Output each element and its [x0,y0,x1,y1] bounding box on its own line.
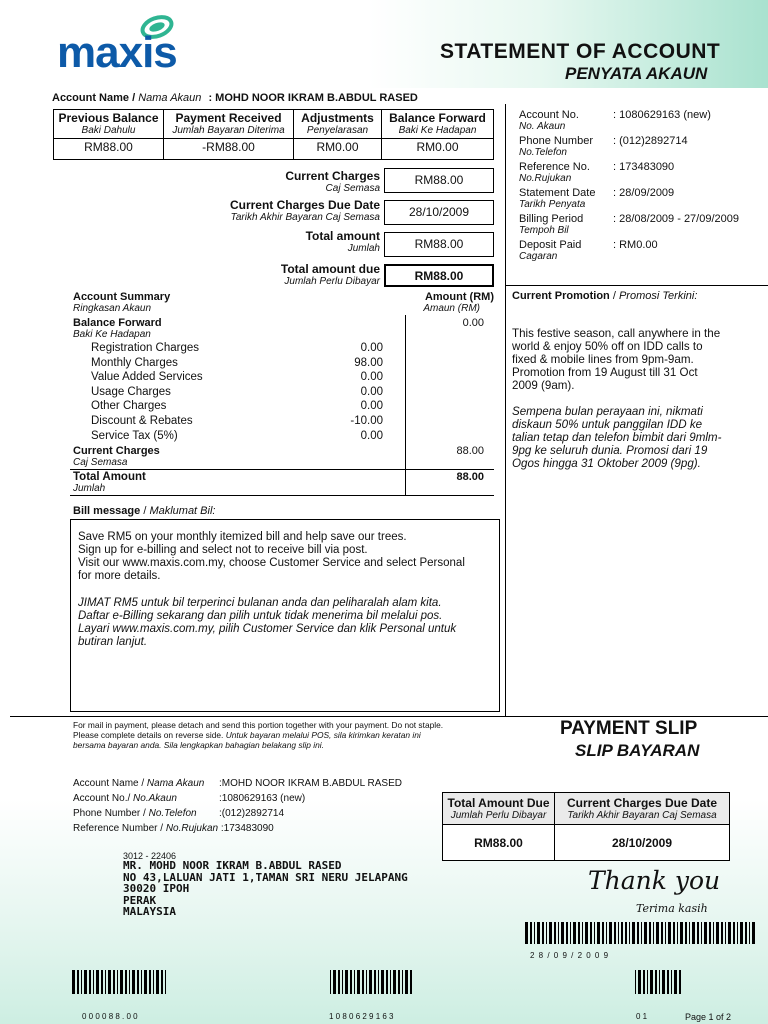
barcode-bar [680,922,683,944]
statement-title: STATEMENT OF ACCOUNT [440,40,721,63]
summary-item [91,342,383,357]
slip-due-date-value: 28/10/2009 [555,825,730,861]
summary-total-amount-label: Total Amount [73,471,146,483]
barcode-bar [647,970,648,994]
payment-slip-title: PAYMENT SLIP [560,718,698,739]
barcode-bar [345,970,348,994]
slip-fields [73,776,433,836]
summary-total-amount [73,471,146,494]
info-row [519,109,759,135]
barcode-bar [570,922,571,944]
bill-message-line: butiran lanjut. [78,636,148,648]
info-value: : (012)2892714 [613,135,688,147]
slip-total-due-value: RM88.00 [443,825,555,861]
barcode-bar [713,922,714,944]
slip-field-sub: No.Rujukan [165,823,219,834]
balance-col-title: Previous Balance [58,111,159,125]
barcode-bar [585,922,588,944]
slip-field-value: :(012)2892714 [219,808,285,819]
barcode-bar [728,922,731,944]
barcode-bar [405,970,408,994]
info-label: Phone Number [519,135,593,147]
barcode-bar [129,970,130,994]
slip-field-sub: Nama Akaun [146,778,205,789]
address-line: MR. MOHD NOOR IKRAM B.ABDUL RASED [123,859,342,872]
barcode-bar [132,970,135,994]
bill-message-line: for more details. [78,570,161,582]
info-sub: Cagaran [519,251,558,262]
summary-total-amount-value: 88.00 [456,471,484,483]
mail-note-en: For mail in payment, please detach and send this portion together with your payment. Do not staple. Please complete details on reverse side. [73,720,444,740]
balance-col-forward [382,110,494,139]
barcode-bar [721,922,723,944]
summary-balance-forward-label: Balance Forward [73,317,162,329]
summary-item-label: Registration Charges [91,342,200,354]
barcode-bar [752,922,755,944]
bill-message-ms [78,597,456,649]
barcode-bar [530,922,532,944]
bill-message-line: Save RM5 on your monthly itemized bill and help save our trees. [78,531,407,543]
barcode-bar [659,970,660,994]
barcode-bar [554,922,556,944]
summary-item-value: 0.00 [360,429,383,442]
info-row [519,135,759,161]
bill-message-title: Bill message / Maklumat Bil: [73,505,216,517]
summary-balance-forward-value: 0.00 [462,317,484,329]
total-amount-value: RM88.00 [384,232,494,257]
barcode-bar [573,922,576,944]
summary-items [91,342,383,444]
slip-field [73,806,433,821]
barcode-date: 2 8 / 0 9 / 2 0 0 9 [530,951,610,960]
bill-message-line: Daftar e-Billing sekarang dan pilih untuk tidak menerima bil melalui pos. [78,610,443,622]
info-row [519,161,759,187]
bill-message-line: Sign up for e-billing and select not to receive bill via post. [78,544,368,556]
barcode-bar [745,922,747,944]
total-due-value: RM88.00 [384,264,494,287]
barcode-bar [549,922,552,944]
barcode-bar [614,922,616,944]
info-value: : 1080629163 (new) [613,109,711,121]
barcode-bar [716,922,719,944]
barcode-bar [542,922,544,944]
barcode-bar [120,970,123,994]
account-name-label: Account Name [52,92,130,104]
summary-current-charges-label: Current Charges [73,445,160,457]
slip-field-sub: No.Akaun [133,793,177,804]
barcode-bar [561,922,564,944]
current-charges-value: RM88.00 [384,168,494,193]
slip-field-sub: No.Telefon [148,808,197,819]
summary-total-divider [70,469,494,470]
slip-field [73,821,433,836]
summary-item-value: 0.00 [360,342,383,354]
due-date-label-group [180,198,380,223]
account-name-value: : MOHD NOOR IKRAM B.ABDUL RASED [208,92,418,104]
barcode-bar [156,970,159,994]
page-number: Page 1 of 2 [685,1012,732,1022]
total-amount-sub: Jumlah [347,243,380,254]
summary-bottom-divider [70,495,494,496]
bill-message-en [78,531,465,583]
summary-title-group [73,291,170,314]
slip-field-label: Account Name / [73,778,147,789]
barcode-bar [84,970,87,994]
barcode-bar [77,970,79,994]
barcode-bar [402,970,403,994]
barcode-bar [137,970,139,994]
terima-kasih-text: Terima kasih [636,902,708,915]
info-value: : RM0.00 [613,239,658,251]
barcode-bar [381,970,384,994]
info-label: Statement Date [519,187,596,199]
barcode-bar [534,922,535,944]
barcode-bar [625,922,627,944]
info-sub: No.Telefon [519,147,567,158]
barcode-bar [665,922,666,944]
promotion-title-label: Current Promotion [512,290,610,302]
balance-value: -RM88.00 [164,139,294,160]
balance-col-sub: Baki Ke Hadapan [398,125,477,136]
slip-field-label: Reference Number / [73,823,166,834]
thank-you-text: Thank you [588,866,721,895]
barcode-bar [733,922,735,944]
summary-current-charges-sub: Caj Semasa [73,457,128,468]
barcode-bar [725,922,726,944]
barcode-bar [342,970,343,994]
barcode-bar [113,970,115,994]
barcode-bar [582,922,583,944]
bill-message-title-sub: Maklumat Bil: [149,505,216,517]
barcode-bar [338,970,340,994]
barcode-bar [656,922,659,944]
address-line: 30020 IPOH [123,882,190,895]
summary-item-value: 0.00 [360,371,383,384]
info-value: : 28/08/2009 - 27/09/2009 [613,213,739,225]
amount-title-group [394,291,494,314]
barcode-bar [537,922,540,944]
barcode-bar [643,970,645,994]
barcode-bar [668,922,671,944]
barcode-bar [362,970,364,994]
mail-note [73,720,445,750]
current-charges-label: Current Charges [285,169,380,183]
barcode-bar [662,970,665,994]
bill-message-line: Visit our www.maxis.com.my, choose Customer Service and select Personal [78,557,465,569]
promotion-text-en: This festive season, call anywhere in the world & enjoy 50% off on IDD calls to fixed & mobile lines from 9pm-9am. Promotion from 19 August till 31 Oct 2009 (9am). [512,327,721,392]
barcode-bar [125,970,127,994]
account-name-row: Account Name / Nama Akaun : MOHD NOOR IKRAM B.ABDUL RASED [52,92,418,104]
info-sub: No.Rujukan [519,173,572,184]
summary-item [91,371,383,386]
barcode-bar [357,970,360,994]
barcode-bar [410,970,412,994]
summary-title-sub: Ringkasan Akaun [73,303,152,314]
barcode-bar [701,922,702,944]
barcode-bar [558,922,559,944]
barcode-bar [674,970,677,994]
barcode-bar [108,970,111,994]
barcode-bar [566,922,568,944]
barcode-bar [649,922,651,944]
address-line: PERAK [123,893,157,907]
barcode-bar [661,922,663,944]
barcode-bar [609,922,612,944]
barcode-bar [638,970,641,994]
footer-barcode-right [635,970,685,994]
barcode-bar [704,922,707,944]
bill-message-line: JIMAT RM5 untuk bil terperinci bulanan anda dan peliharalah alam kita. [78,597,442,609]
footer-code-right: 0 1 [636,1012,648,1021]
barcode-bar [677,922,678,944]
barcode-bar [618,922,619,944]
summary-item-value: 0.00 [360,385,383,398]
summary-item [91,415,383,430]
barcode-bar [689,922,690,944]
barcode-bar [144,970,147,994]
slip-field [73,776,433,791]
barcode-bar [354,970,355,994]
info-label: Billing Period [519,213,584,225]
barcode-bar [635,970,636,994]
barcode-bar [692,922,695,944]
slip-field [73,791,433,806]
barcode-bar [679,970,681,994]
balance-col-title: Adjustments [301,111,374,125]
barcode-bar [637,922,639,944]
summary-item-label: Discount & Rebates [91,414,193,427]
balance-value: RM88.00 [54,139,164,160]
info-row [519,239,759,265]
promo-divider [505,285,768,286]
barcode-bar [709,922,711,944]
payment-slip-subtitle: SLIP BAYARAN [575,741,700,760]
amount-title: Amount (RM) [424,291,494,303]
summary-current-charges-value: 88.00 [456,445,484,457]
barcode-bar [644,922,647,944]
info-row [519,213,759,239]
summary-total-amount-sub: Jumlah [73,483,106,494]
barcode-bar [641,922,642,944]
info-sub: No. Akaun [519,121,566,132]
barcode-bar [374,970,376,994]
account-info [519,109,759,265]
footer-barcode-mid [330,970,415,994]
balance-table [53,109,494,160]
promotion-text-ms: Sempena bulan perayaan ini, nikmati diskaun 50% untuk panggilan IDD ke talian tetap dan telefon bimbit dari 9mlm-9pg ke seluruh dunia. Promosi dari 19 Ogos hingga 31 Oktober 2009 (9pg). [512,405,722,470]
barcode-bar [153,970,154,994]
slip-barcode [525,922,757,944]
info-label: Account No. [519,109,579,121]
barcode-bar [546,922,547,944]
barcode-bar [350,970,352,994]
barcode-bar [141,970,142,994]
address-line: NO 43,LALUAN JATI 1,TAMAN SRI NERU JELAPANG [123,870,408,884]
info-value: : 28/09/2009 [613,187,675,199]
barcode-bar [632,922,635,944]
barcode-bar [749,922,750,944]
balance-col-payment [164,110,294,139]
slip-col-title: Current Charges Due Date [566,796,718,810]
barcode-bar [685,922,687,944]
barcode-bar [101,970,103,994]
summary-item [91,357,383,372]
balance-col-sub: Penyelarasan [306,125,369,136]
barcode-bar [165,970,166,994]
barcode-bar [333,970,336,994]
summary-item-label: Service Tax (5%) [91,429,178,442]
maxis-logo: maxis [57,28,177,77]
address-code: 3012 - 22406 [123,851,177,861]
barcode-bar [602,922,604,944]
address-line: MALAYSIA [123,905,176,918]
total-amount-label-group [180,229,380,254]
barcode-bar [621,922,624,944]
detach-line [10,716,768,717]
footer-code-mid: 1 0 8 0 6 2 9 1 6 3 [329,1012,394,1021]
balance-col-title: Balance Forward [389,111,486,125]
slip-col-title: Total Amount Due [447,796,550,810]
barcode-bar [590,922,592,944]
total-due-label: Total amount due [280,262,380,276]
slip-col-total-due [443,793,555,825]
summary-balance-forward-sub: Baki Ke Hadapan [73,329,151,340]
statement-subtitle: PENYATA AKAUN [565,64,708,83]
barcode-bar [655,970,657,994]
slip-col-sub: Jumlah Perlu Dibayar [450,810,547,821]
barcode-bar [398,970,400,994]
barcode-bar [597,922,600,944]
due-date-value: 28/10/2009 [384,200,494,225]
info-value: : 173483090 [613,161,675,173]
total-due-label-group [180,262,380,287]
barcode-bar [606,922,607,944]
barcode-bar [117,970,118,994]
barcode-bar [393,970,396,994]
due-date-label: Current Charges Due Date [229,198,380,212]
barcode-bar [667,970,669,994]
barcode-bar [650,970,653,994]
due-date-sub: Tarikh Akhir Bayaran Caj Semasa [230,212,380,223]
barcode-bar [629,922,630,944]
info-sub: Tempoh Bil [519,225,569,236]
summary-balance-forward [73,317,162,340]
balance-value: RM0.00 [294,139,382,160]
balance-col-previous [54,110,164,139]
summary-title: Account Summary [73,291,171,303]
promotion-title-sub: Promosi Terkini: [618,290,698,302]
slip-field-value: :1080629163 (new) [219,793,306,804]
barcode-bar [330,970,331,994]
balance-value: RM0.00 [382,139,494,160]
info-label: Reference No. [519,161,590,173]
balance-col-adjustments [294,110,382,139]
summary-item-label: Value Added Services [91,371,203,384]
slip-field-label: Phone Number / [73,808,149,819]
summary-item-label: Monthly Charges [91,356,178,369]
amount-title-sub: Amaun (RM) [423,303,480,314]
info-row [519,187,759,213]
summary-current-charges [73,445,160,468]
summary-item-value: 98.00 [354,356,383,369]
balance-col-sub: Baki Dahulu [81,125,136,136]
mailing-address [123,860,408,918]
total-due-sub: Jumlah Perlu Dibayar [284,276,380,287]
barcode-bar [161,970,163,994]
barcode-bar [96,970,99,994]
summary-item [91,430,383,445]
summary-item [91,386,383,401]
barcode-bar [89,970,91,994]
promotion-title: Current Promotion / Promosi Terkini: [512,290,698,302]
account-name-label-ms: Nama Akaun [138,92,202,104]
barcode-bar [671,970,672,994]
barcode-bar [366,970,367,994]
slip-field-value: :173483090 [220,823,274,834]
barcode-bar [386,970,388,994]
summary-item-label: Usage Charges [91,385,171,398]
info-label: Deposit Paid [519,239,582,251]
barcode-bar [697,922,699,944]
bill-message-line: Layari www.maxis.com.my, pilih Customer Service dan klik Personal untuk [78,623,457,635]
footer-code-left: 0 0 0 0 8 8 . 0 0 [82,1012,138,1021]
current-charges-sub: Caj Semasa [325,183,380,194]
summary-item-value: -10.00 [350,414,383,427]
total-amount-label: Total amount [305,229,380,243]
summary-item [91,400,383,415]
current-charges-label-group [180,169,380,194]
summary-item-label: Other Charges [91,400,167,413]
barcode-bar [653,922,654,944]
barcode-bar [525,922,528,944]
barcode-bar [737,922,738,944]
barcode-bar [673,922,675,944]
slip-col-sub: Tarikh Akhir Bayaran Caj Semasa [567,810,717,821]
barcode-bar [740,922,743,944]
mail-note-ms: Untuk bayaran melalui POS, sila kirimkan keratan ini bersama bayaran anda. Sila lengkapkan bahagian belakang slip ini. [73,730,421,750]
slip-table [442,792,730,861]
barcode-bar [105,970,106,994]
column-divider [505,104,506,716]
footer-barcode-left [72,970,170,994]
balance-col-title: Payment Received [175,111,282,125]
barcode-bar [390,970,391,994]
barcode-bar [93,970,94,994]
balance-col-sub: Jumlah Bayaran Diterima [172,125,285,136]
barcode-bar [72,970,75,994]
barcode-bar [149,970,151,994]
slip-field-label: Account No./ [73,793,134,804]
bill-message-title-label: Bill message [73,505,141,517]
barcode-bar [578,922,580,944]
barcode-bar [378,970,379,994]
info-sub: Tarikh Penyata [519,199,586,210]
bill-message-box [70,519,500,712]
summary-item-value: 0.00 [360,400,383,413]
barcode-bar [594,922,595,944]
slip-col-due-date [555,793,730,825]
barcode-bar [369,970,372,994]
barcode-bar [81,970,82,994]
slip-field-value: :MOHD NOOR IKRAM B.ABDUL RASED [219,778,402,789]
